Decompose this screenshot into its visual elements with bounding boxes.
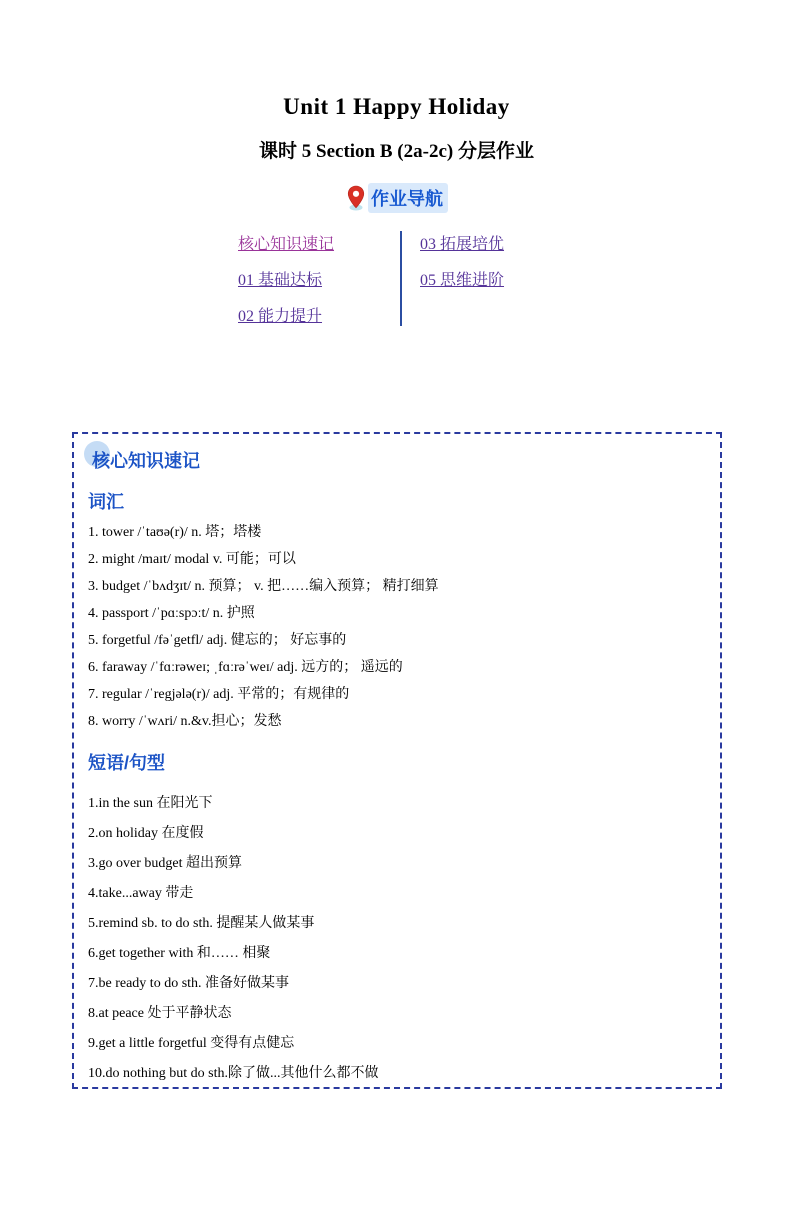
phrase-item: 2.on holiday 在度假 bbox=[88, 826, 204, 841]
phrase-item: 6.get together with 和…… 相聚 bbox=[88, 946, 271, 961]
vocab-item: 6. faraway /ˈfɑːrəweɪ; ˌfɑːrəˈweɪ/ adj. 远方的； 遥远的 bbox=[88, 660, 403, 675]
nav-link-05-thinking[interactable]: 05 思维进阶 bbox=[420, 272, 505, 289]
phrase-list bbox=[88, 796, 706, 1082]
phrase-item: 7.be ready to do sth. 准备好做某事 bbox=[88, 976, 290, 991]
vocab-item: 7. regular /ˈregjələ(r)/ adj. 平常的；有规律的 bbox=[88, 687, 350, 702]
vocab-item: 1. tower /ˈtaʊə(r)/ n. 塔；塔楼 bbox=[88, 525, 262, 540]
phrase-item: 4.take...away 带走 bbox=[88, 886, 194, 901]
nav-link-table bbox=[238, 231, 793, 326]
vocab-item: 8. worry /ˈwʌri/ n.&v.担心；发愁 bbox=[88, 714, 282, 729]
vocab-item: 5. forgetful /fəˈgetfl/ adj. 健忘的； 好忘事的 bbox=[88, 633, 347, 648]
nav-right-column bbox=[402, 231, 552, 326]
phrase-item: 3.go over budget 超出预算 bbox=[88, 856, 242, 871]
location-pin-icon bbox=[345, 185, 367, 211]
phrases-heading: 短语/句型 bbox=[88, 753, 166, 773]
document-subtitle: 课时 5 Section B (2a-2c) 分层作业 bbox=[259, 141, 534, 162]
vocab-item: 3. budget /ˈbʌdʒɪt/ n. 预算； v. 把……编入预算； 精打细算 bbox=[88, 579, 439, 594]
vocab-item: 2. might /maɪt/ modal v. 可能；可以 bbox=[88, 552, 296, 567]
nav-link-core-knowledge[interactable]: 核心知识速记 bbox=[238, 236, 335, 253]
section-title-core-knowledge: 核心知识速记 bbox=[92, 447, 200, 473]
nav-link-02-ability[interactable]: 02 能力提升 bbox=[238, 308, 323, 325]
nav-left-column bbox=[238, 231, 400, 326]
nav-banner-label: 作业导航 bbox=[368, 183, 448, 213]
vocab-heading: 词汇 bbox=[88, 492, 124, 512]
nav-link-03-expansion[interactable]: 03 拓展培优 bbox=[420, 236, 505, 253]
phrase-item: 9.get a little forgetful 变得有点健忘 bbox=[88, 1036, 295, 1051]
phrase-item: 5.remind sb. to do sth. 提醒某人做某事 bbox=[88, 916, 315, 931]
document-title: Unit 1 Happy Holiday bbox=[283, 94, 510, 119]
nav-link-01-basics[interactable]: 01 基础达标 bbox=[238, 272, 323, 289]
phrase-item: 10.do nothing but do sth.除了做...其他什么都不做 bbox=[88, 1066, 379, 1081]
vocab-list bbox=[88, 525, 706, 730]
homework-nav-banner bbox=[345, 183, 448, 213]
vocab-item: 4. passport /ˈpɑːspɔːt/ n. 护照 bbox=[88, 606, 255, 621]
core-knowledge-box bbox=[72, 432, 722, 1089]
phrase-item: 8.at peace 处于平静状态 bbox=[88, 1006, 232, 1021]
phrase-item: 1.in the sun 在阳光下 bbox=[88, 796, 213, 811]
